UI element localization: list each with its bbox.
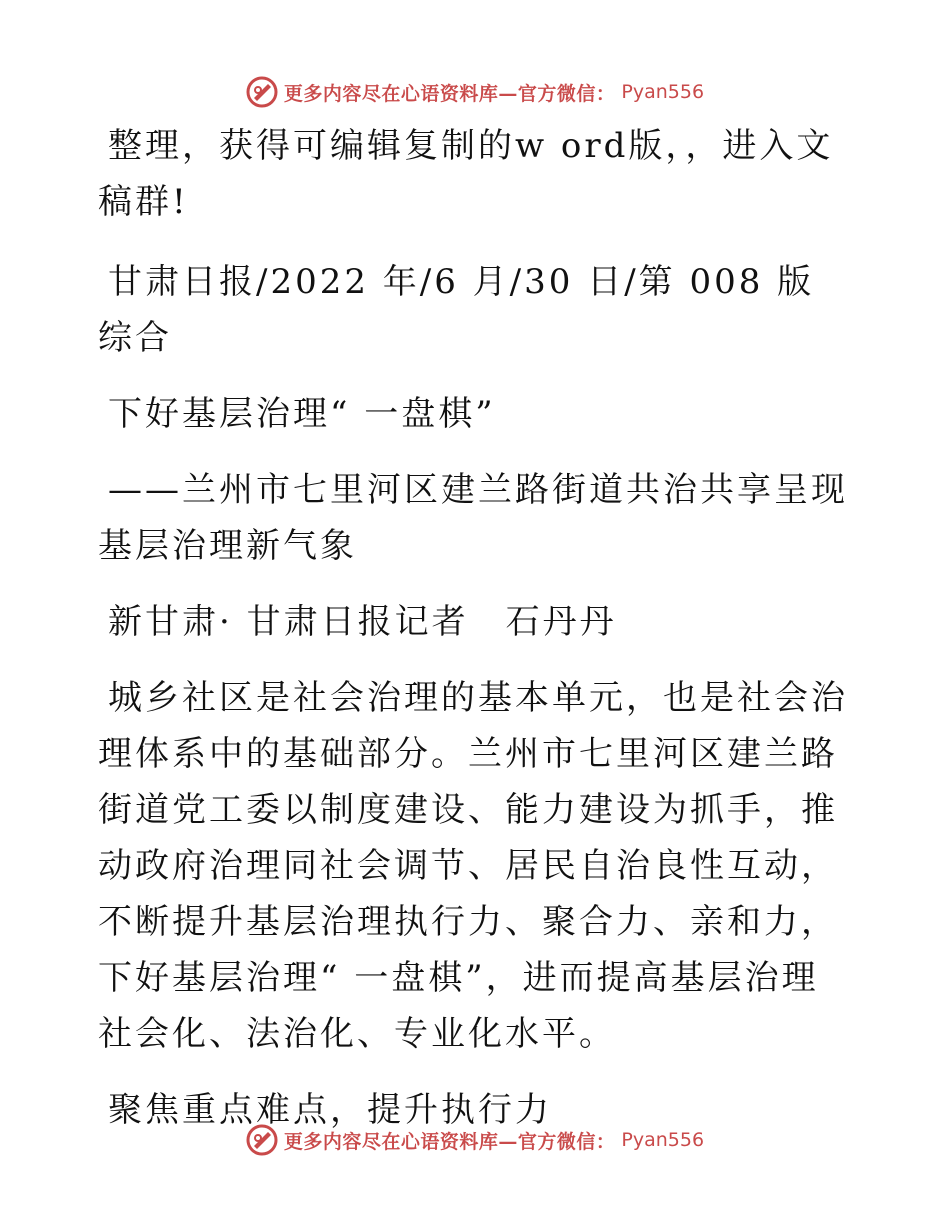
section-heading: 聚焦重点难点，提升执行力 xyxy=(108,1090,552,1130)
watermark-wechat-id: Pyan556 xyxy=(621,81,705,103)
watermark-text: 更多内容尽在心语资料库—官方微信： xyxy=(283,82,616,105)
document-body xyxy=(98,118,850,1138)
article-title: 下好基层治理“ 一盘棋” xyxy=(108,394,496,434)
intro-text: 整理，获得可编辑复制的w ord版，，进入文稿群! xyxy=(98,126,834,222)
article-subtitle: ——兰州市七里河区建兰路街道共治共享呈现基层治理新气象 xyxy=(98,470,848,566)
source-line: 甘肃日报/2022 年/6 月/30 日/第 008 版综合 xyxy=(98,262,815,358)
watermark-text: 更多内容尽在心语资料库—官方微信： xyxy=(283,1130,616,1153)
paragraph-1: 城乡社区是社会治理的基本单元，也是社会治理体系中的基础部分。兰州市七里河区建兰路街道党工委以制度建设、能力建设为抓手，推动政府治理同社会调节、居民自治良性互动，不断提升基层治理执行力、聚合力、亲和力，下好基层治理“ 一盘棋”，进而提高基层治理社会化、法治化、专业化水平。 xyxy=(98,678,848,1054)
watermark-wechat-id: Pyan556 xyxy=(621,1129,705,1151)
header-watermark xyxy=(0,72,950,112)
footer-watermark xyxy=(0,1120,950,1160)
article-byline: 新甘肃· 甘肃日报记者 石丹丹 xyxy=(108,602,617,642)
brand-logo-icon xyxy=(246,1124,278,1156)
brand-logo-icon xyxy=(246,76,278,108)
